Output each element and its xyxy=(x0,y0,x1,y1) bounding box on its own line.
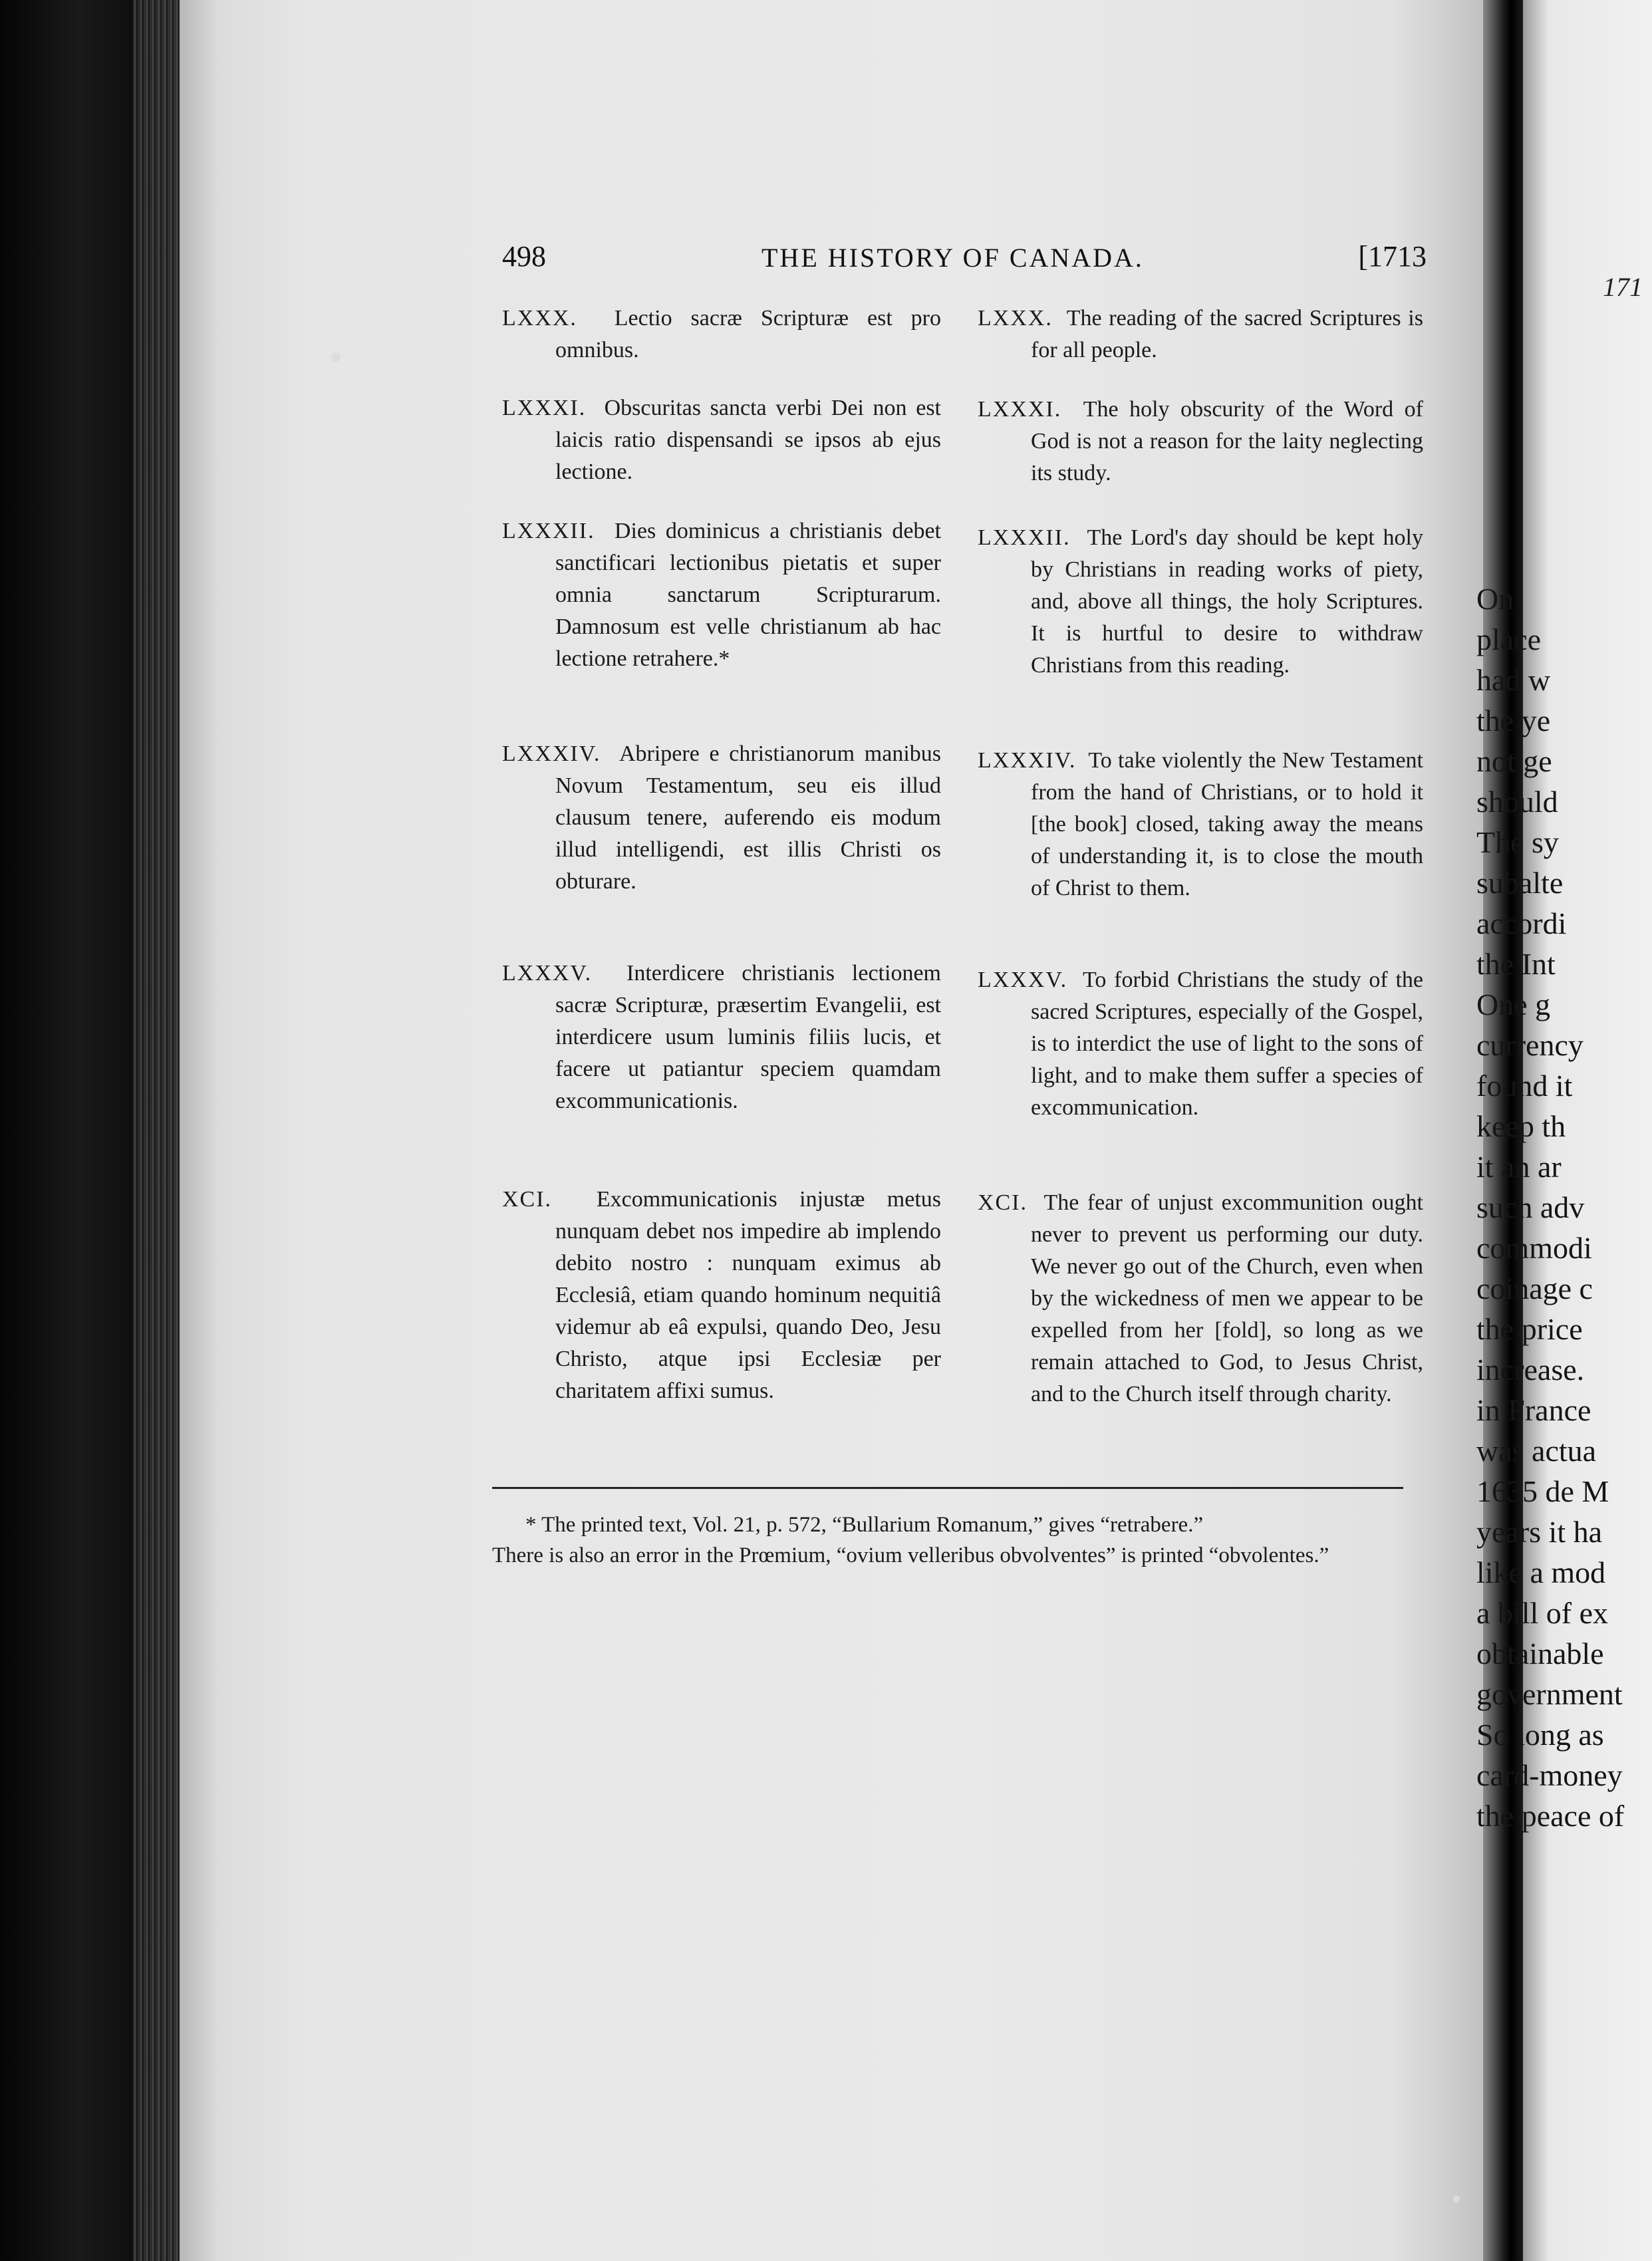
right-page-line: So long as xyxy=(1476,1718,1604,1752)
right-page-line: place xyxy=(1476,622,1542,656)
running-title: THE HISTORY OF CANADA. xyxy=(761,243,1144,273)
right-page-line: keep th xyxy=(1476,1109,1566,1143)
footnote-line-2: There is also an error in the Prœmium, “ovium velleribus obvolventes” is printed “obvolentes.” xyxy=(492,1543,1329,1567)
english-entry-lxxxv xyxy=(978,964,1423,1124)
latin-entry-lxxxv xyxy=(502,958,941,1117)
right-page-line: One g xyxy=(1476,988,1551,1021)
right-page-line: the peace of xyxy=(1476,1799,1625,1833)
footnote-rule xyxy=(492,1487,1403,1489)
right-page-line: a bill of ex xyxy=(1476,1596,1608,1630)
entry-text: The holy obscurity of the Word of God is not a reason for the laity neglecting its study. xyxy=(1031,397,1423,485)
english-entry-lxxxi xyxy=(978,394,1423,489)
scan-speck xyxy=(1453,2196,1460,2202)
footnote-line-1: * The printed text, Vol. 21, p. 572, “Bullarium Romanum,” gives “retrabere.” xyxy=(525,1513,1204,1537)
english-entry-lxxxii xyxy=(978,522,1423,682)
right-page-line: commodi xyxy=(1476,1231,1592,1265)
right-page-line: had w xyxy=(1476,663,1551,697)
footnote xyxy=(492,1510,1407,1571)
right-page-line: coinage c xyxy=(1476,1271,1593,1305)
entry-number: LXXX. xyxy=(502,306,577,331)
page-header xyxy=(502,239,1427,279)
entry-number: LXXXIV. xyxy=(502,741,601,766)
right-page-line: years it ha xyxy=(1476,1515,1603,1549)
right-page-line: currency xyxy=(1476,1028,1583,1062)
right-page-text xyxy=(1476,579,1652,1836)
latin-entry-lxxxi xyxy=(502,392,941,488)
right-page-line: it an ar xyxy=(1476,1150,1562,1184)
right-page-line: obtainable xyxy=(1476,1637,1604,1670)
entry-text: To forbid Christians the study of the sacred Scriptures, especially of the Gospel, is to interdict the use of light to the sons of light, and to make them suffer a species of excommunication. xyxy=(1031,968,1424,1120)
right-page-line: the ye xyxy=(1476,704,1551,737)
right-page-line: like a mod xyxy=(1476,1555,1606,1589)
entry-number: LXXXV. xyxy=(978,968,1068,992)
english-entry-lxxx xyxy=(978,303,1423,366)
right-page-line: On xyxy=(1476,582,1514,616)
latin-entry-lxxxiv xyxy=(502,738,941,898)
right-page-line: not ge xyxy=(1476,744,1552,778)
page-number: 498 xyxy=(502,240,546,273)
entry-text: The reading of the sacred Scriptures is for all people. xyxy=(1031,306,1423,362)
entry-number: LXXXV. xyxy=(502,961,593,986)
entry-number: LXXXII. xyxy=(978,525,1071,550)
right-page-line: such adv xyxy=(1476,1190,1585,1224)
right-page-line: 1635 de M xyxy=(1476,1474,1609,1508)
scan-speck xyxy=(331,352,341,362)
right-page-line: The sy xyxy=(1476,825,1559,859)
entry-number: XCI. xyxy=(978,1190,1028,1215)
entry-number: LXXXI. xyxy=(502,396,587,420)
entry-number: LXXXIV. xyxy=(978,748,1077,773)
right-page-line: government xyxy=(1476,1677,1623,1711)
entry-text: Interdicere christianis lectionem sacræ Scripturæ, præsertim Evangelii, est interdicere usum luminis filiis lucis, et facere ut patiantur speciem quamdam excommunicationis. xyxy=(555,961,941,1113)
page-edges xyxy=(133,0,180,2261)
latin-entry-lxxxii xyxy=(502,515,941,675)
entry-text: Obscuritas sancta verbi Dei non est laicis ratio dispensandi se ipsos ab ejus lectione. xyxy=(555,396,941,484)
header-year: [1713 xyxy=(1358,240,1427,273)
right-page-line: should xyxy=(1476,785,1558,819)
entry-text: To take violently the New Testament from the hand of Christians, or to hold it [the book] closed, taking away the means of understanding it, is to close the mouth of Christ to them. xyxy=(1031,748,1423,900)
right-page-line: card-money xyxy=(1476,1758,1623,1792)
english-entry-lxxxiv xyxy=(978,745,1423,904)
entry-text: The Lord's day should be kept holy by Christians in reading works of piety, and, above all things, the holy Scriptures. It is hurtful to desire to withdraw Christians from this reading. xyxy=(1031,525,1423,678)
latin-entry-xci xyxy=(502,1184,941,1407)
latin-entry-lxxx xyxy=(502,303,941,366)
right-page-line: the Int xyxy=(1476,947,1556,981)
english-entry-xci xyxy=(978,1187,1423,1410)
entry-text: Dies dominicus a christianis debet sanctificari lectionibus pietatis et super omnia sanctarum Scripturarum. Damnosum est velle christianum ab hac lectione retrahere.* xyxy=(555,519,941,671)
right-page-line: accordi xyxy=(1476,906,1567,940)
entry-text: The fear of unjust excommunition ought never to prevent us performing our duty. We never go out of the Church, even when by the wickedness of men we appear to be expelled from her [fold], so long as we remain attached to God, to Jesus Christ, and to the Church itself through charity. xyxy=(1031,1190,1423,1406)
entry-text: Abripere e christianorum manibus Novum Testamentum, seu eis illud clausum tenere, auferendo eis modum illud intelligendi, est illis Christi os obturare. xyxy=(555,741,941,894)
right-page-line: subalte xyxy=(1476,866,1564,900)
entry-number: LXXXII. xyxy=(502,519,595,543)
right-page-line: increase. xyxy=(1476,1353,1585,1387)
right-page-line: was actua xyxy=(1476,1434,1597,1468)
right-page-line: in France xyxy=(1476,1393,1591,1427)
entry-number: LXXXI. xyxy=(978,397,1062,422)
entry-number: XCI. xyxy=(502,1187,553,1212)
right-page-line: the price xyxy=(1476,1312,1583,1346)
entry-number: LXXX. xyxy=(978,306,1053,331)
right-page-header-fragment: 171 xyxy=(1603,272,1643,302)
entry-text: Lectio sacræ Scripturæ est pro omnibus. xyxy=(555,306,942,362)
entry-text: Excommunicationis injustæ metus nunquam debet nos impedire ab implendo debito nostro : nunquam eximus ab Ecclesiâ, etiam quando hominum nequitiâ videmur ab eâ expulsi, quando Deo, Jesu Christo, atque ipsi Ecclesiæ per charitatem affixi sumus. xyxy=(555,1187,941,1403)
right-page-line: found it xyxy=(1476,1069,1573,1103)
